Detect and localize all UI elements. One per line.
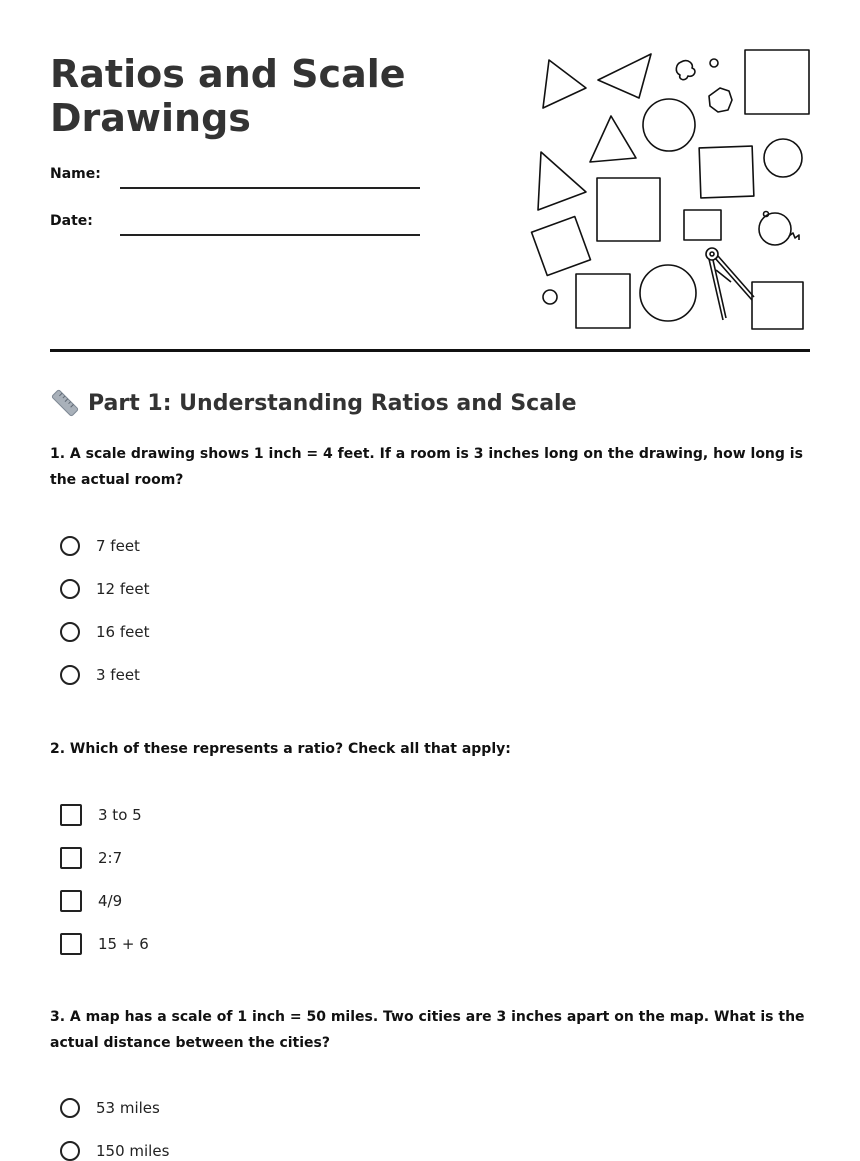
name-field[interactable] xyxy=(120,187,420,189)
option-label: 53 miles xyxy=(96,1099,160,1117)
q2-option-1[interactable] xyxy=(60,804,142,826)
option-label: 15 + 6 xyxy=(98,935,149,953)
checkbox[interactable] xyxy=(60,933,82,955)
header-divider xyxy=(50,349,810,352)
ruler-icon xyxy=(50,388,80,418)
square-shape xyxy=(597,178,660,241)
q1-option-1[interactable] xyxy=(60,536,140,556)
compass-icon xyxy=(706,248,754,320)
q3-option-2[interactable] xyxy=(60,1141,169,1161)
option-label: 3 feet xyxy=(96,666,140,684)
radio-button[interactable] xyxy=(60,579,80,599)
checkbox[interactable] xyxy=(60,847,82,869)
question-3: 3. A map has a scale of 1 inch = 50 miles. Two cities are 3 inches apart on the map. What is the actual distance between the cities? xyxy=(50,1009,805,1051)
date-field[interactable] xyxy=(120,234,420,236)
square-shape xyxy=(745,50,809,114)
radio-button[interactable] xyxy=(60,1098,80,1118)
radio-button[interactable] xyxy=(60,1141,80,1161)
triangle-shape xyxy=(543,60,586,108)
section-title xyxy=(50,388,577,418)
circle-shape xyxy=(759,213,791,245)
page-title: Ratios and Scale Drawings xyxy=(50,52,406,140)
option-label: 2:7 xyxy=(98,849,123,867)
triangle-shape xyxy=(538,152,586,210)
square-shape xyxy=(752,282,803,329)
section-title-text: Part 1: Understanding Ratios and Scale xyxy=(88,390,577,416)
geometric-shapes-illustration xyxy=(528,48,813,338)
circle-shape xyxy=(710,59,718,67)
triangle-shape xyxy=(590,116,636,162)
option-label: 4/9 xyxy=(98,892,123,910)
heptagon-shape xyxy=(709,88,732,112)
checkbox[interactable] xyxy=(60,890,82,912)
checkbox[interactable] xyxy=(60,804,82,826)
square-shape xyxy=(532,217,591,276)
option-label: 150 miles xyxy=(96,1142,170,1160)
circle-shape xyxy=(764,139,802,177)
q3-option-1[interactable] xyxy=(60,1098,160,1118)
option-label: 16 feet xyxy=(96,623,150,641)
circle-shape xyxy=(643,99,695,151)
circle-shape xyxy=(543,290,557,304)
blob-shape xyxy=(676,61,695,80)
q2-option-3[interactable] xyxy=(60,890,122,912)
radio-button[interactable] xyxy=(60,536,80,556)
option-label: 3 to 5 xyxy=(98,806,142,824)
square-shape xyxy=(684,210,721,240)
q2-option-4[interactable] xyxy=(60,933,149,955)
square-shape xyxy=(699,146,754,198)
q2-option-2[interactable] xyxy=(60,847,122,869)
question-2: 2. Which of these represents a ratio? Check all that apply: xyxy=(50,741,511,757)
option-label: 7 feet xyxy=(96,537,140,555)
q1-option-2[interactable] xyxy=(60,579,149,599)
triangle-shape xyxy=(598,54,651,98)
square-shape xyxy=(576,274,630,328)
circle-shape xyxy=(640,265,696,321)
option-label: 12 feet xyxy=(96,580,150,598)
radio-button[interactable] xyxy=(60,622,80,642)
date-label: Date: xyxy=(50,213,93,229)
q1-option-3[interactable] xyxy=(60,622,149,642)
radio-button[interactable] xyxy=(60,665,80,685)
name-label: Name: xyxy=(50,166,101,182)
q1-option-4[interactable] xyxy=(60,665,140,685)
question-1: 1. A scale drawing shows 1 inch = 4 feet. If a room is 3 inches long on the drawing, how long is the actual room? xyxy=(50,446,803,488)
